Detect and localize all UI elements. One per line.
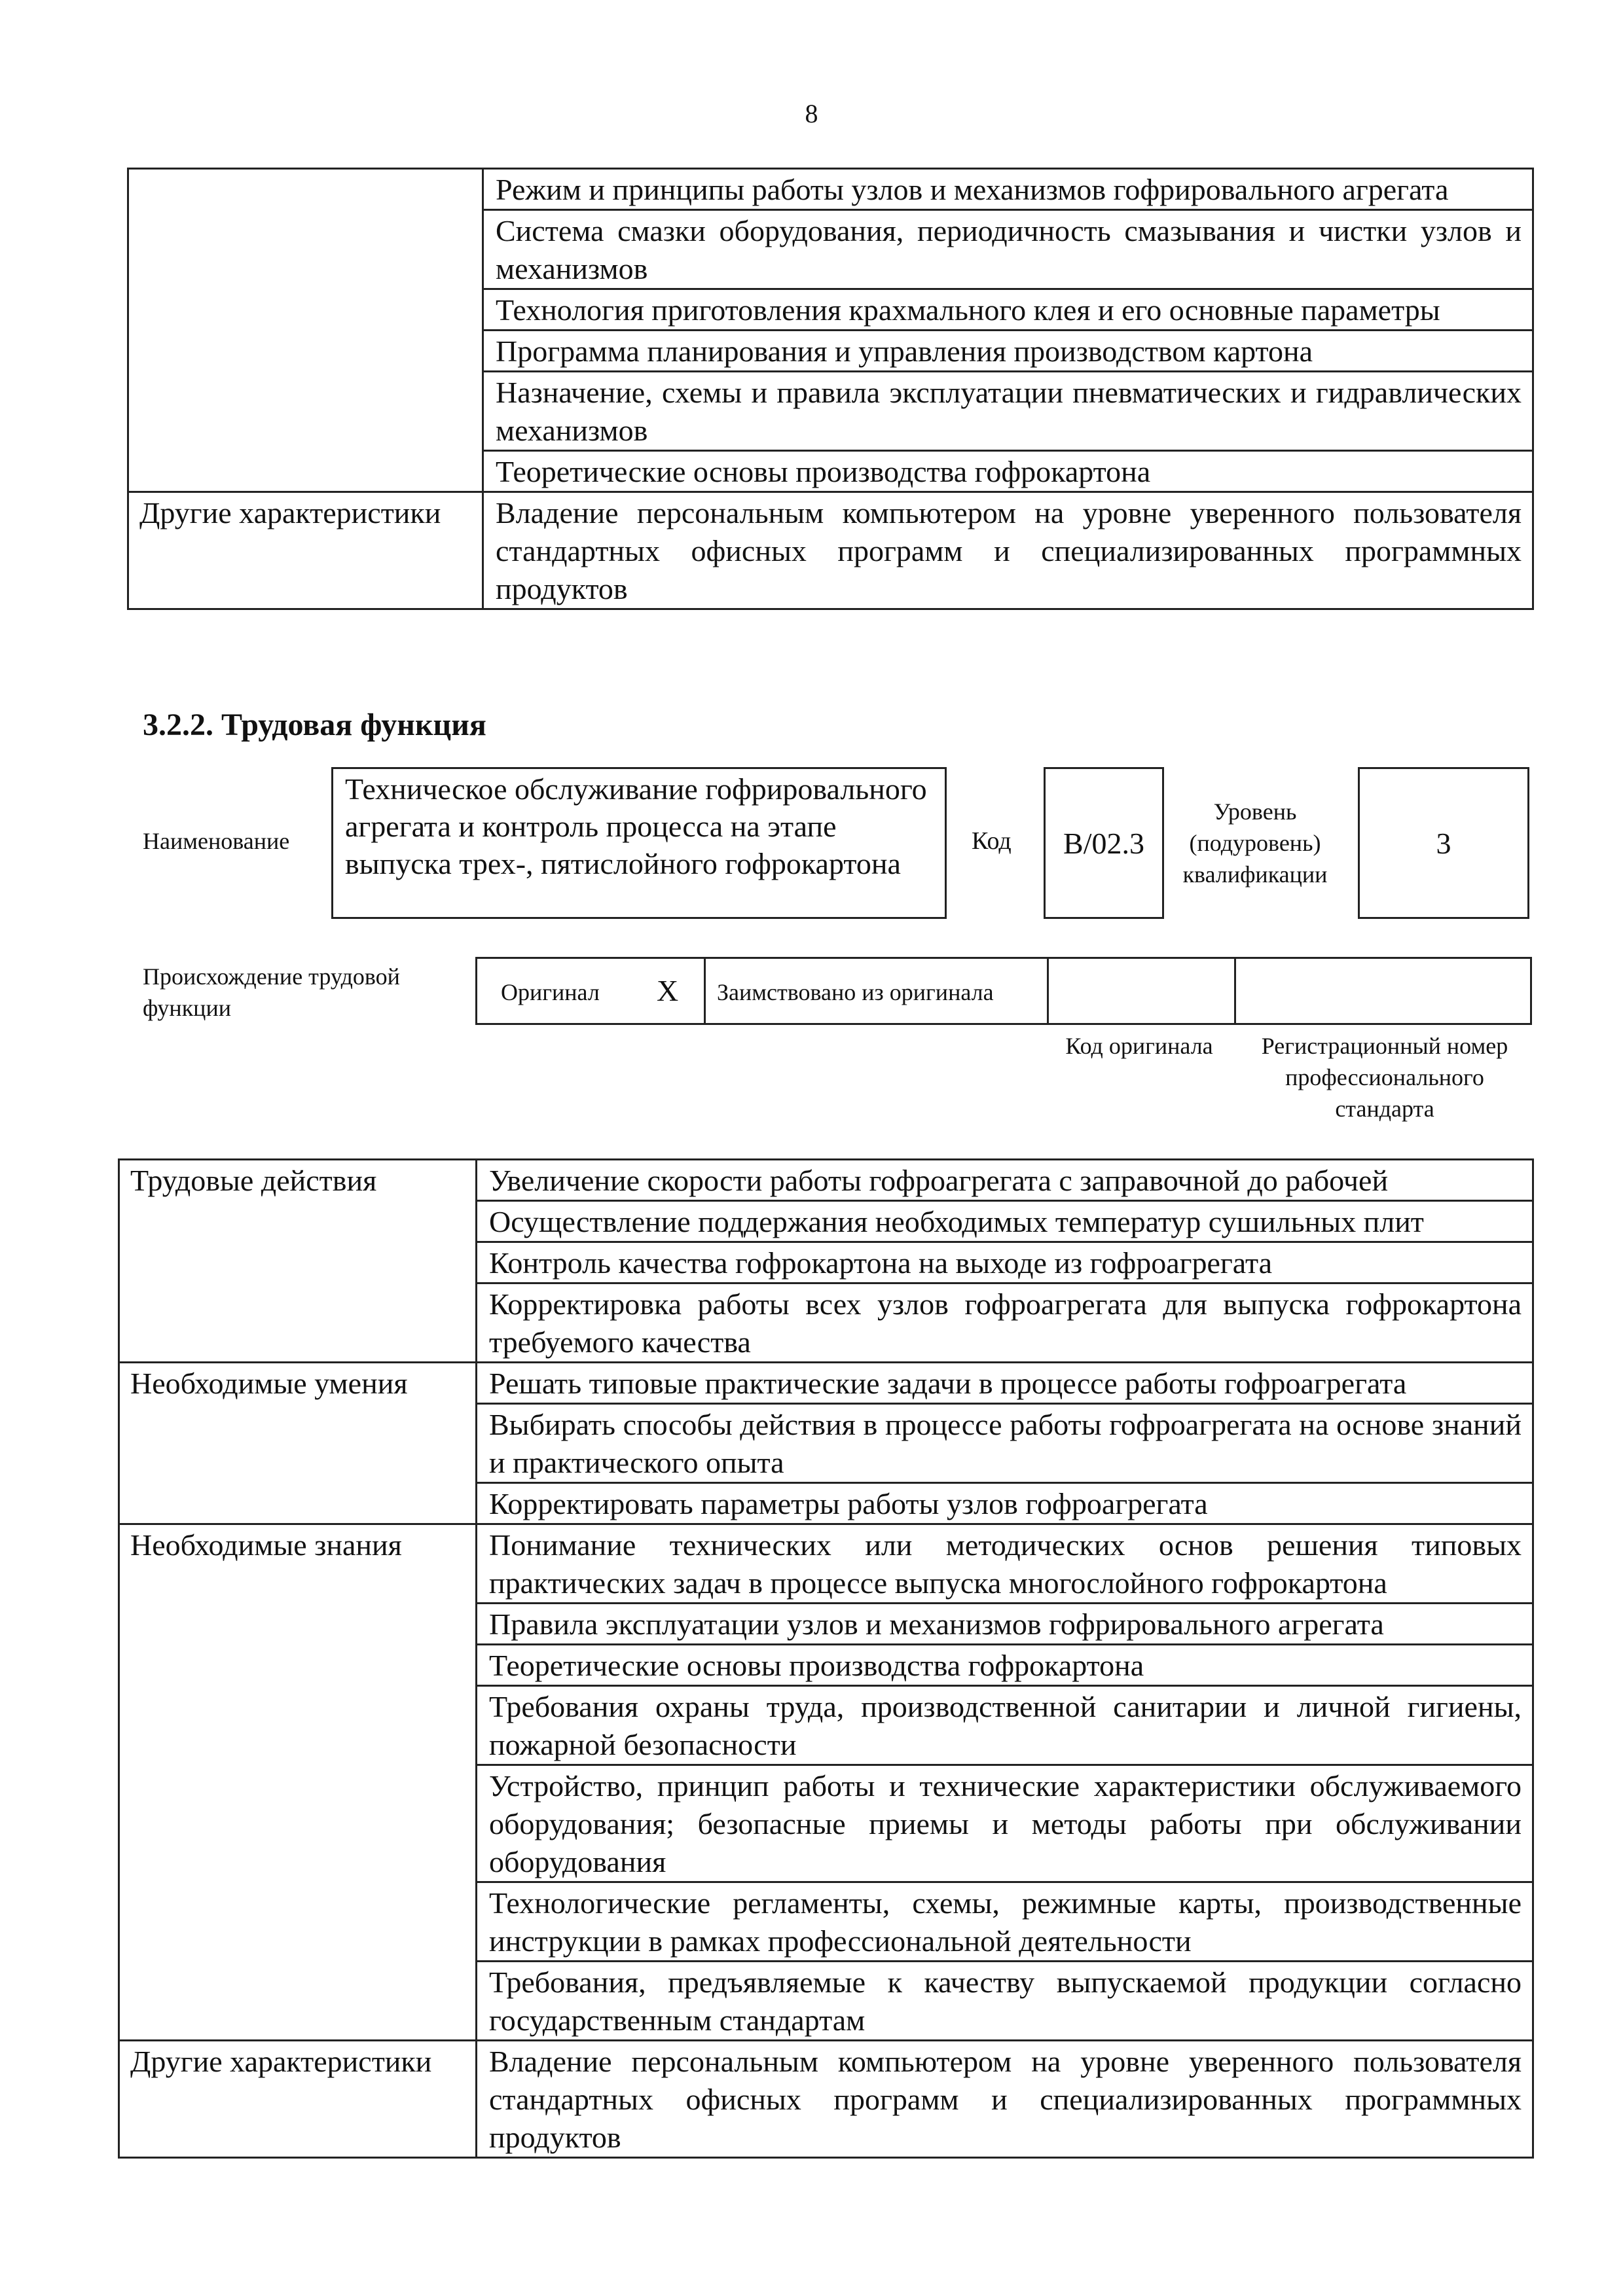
row-item: Требования охраны труда, производственной санитарии и личной гигиены, пожарной безопасности: [477, 1686, 1533, 1765]
borrowed-label: Заимствовано из оригинала: [717, 979, 994, 1005]
original-label: Оригинал: [501, 979, 600, 1005]
row-label: Необходимые знания: [119, 1524, 477, 2041]
row-label: Необходимые умения: [119, 1363, 477, 1524]
row-item: Увеличение скорости работы гофроагрегата с заправочной до рабочей: [477, 1160, 1533, 1201]
row-label: [128, 169, 483, 492]
page-number: 8: [805, 99, 818, 128]
row-item: Понимание технических или методических основ решения типовых практических задач в процессе выпуска многослойного гофрокартона: [477, 1524, 1533, 1604]
reg-number-caption: Регистрационный номер профессионального стандарта: [1261, 1033, 1508, 1122]
function-code-box: [1044, 767, 1164, 919]
code-label: Код: [972, 827, 1012, 855]
origin-divider-2: [1047, 959, 1049, 1024]
row-item: Режим и принципы работы узлов и механизмов гофрировального агрегата: [483, 169, 1533, 210]
table-row: [128, 169, 1533, 210]
table-row: [119, 1524, 1533, 1604]
table-row: [119, 2041, 1533, 2158]
row-item: Система смазки оборудования, периодичность смазывания и чистки узлов и механизмов: [483, 210, 1533, 289]
table-row: [119, 1160, 1533, 1201]
row-item: Контроль качества гофрокартона на выходе из гофроагрегата: [477, 1242, 1533, 1283]
row-label: Трудовые действия: [119, 1160, 477, 1363]
row-item: Осуществление поддержания необходимых температур сушильных плит: [477, 1201, 1533, 1242]
table-row: [119, 1363, 1533, 1404]
level-value: 3: [1436, 826, 1451, 860]
row-item: Выбирать способы действия в процессе работы гофроагрегата на основе знаний и практического опыта: [477, 1404, 1533, 1483]
row-item: Владение персональным компьютером на уровне уверенного пользователя стандартных офисных программ и специализированных программных продуктов: [483, 492, 1533, 609]
origin-divider-3: [1234, 959, 1236, 1024]
row-label: Другие характеристики: [128, 492, 483, 609]
table-row: [128, 492, 1533, 609]
row-label: Другие характеристики: [119, 2041, 477, 2158]
row-item: Корректировка работы всех узлов гофроагрегата для выпуска гофрокартона требуемого качества: [477, 1283, 1533, 1363]
labor-function-table: [118, 1158, 1534, 2159]
row-item: Решать типовые практические задачи в процессе работы гофроагрегата: [477, 1363, 1533, 1404]
function-name-box: [331, 767, 947, 919]
name-label: Наименование: [143, 828, 290, 854]
origin-box: [475, 957, 1532, 1025]
original-mark: X: [657, 974, 679, 1007]
level-value-box: [1358, 767, 1529, 919]
row-item: Правила эксплуатации узлов и механизмов гофрировального агрегата: [477, 1604, 1533, 1645]
origin-divider-1: [704, 959, 706, 1024]
function-code: B/02.3: [1063, 826, 1144, 860]
level-label: Уровень (подуровень) квалификации: [1182, 798, 1328, 888]
row-item: Требования, предъявляемые к качеству выпускаемой продукции согласно государственным стандартам: [477, 1962, 1533, 2041]
row-item: Владение персональным компьютером на уровне уверенного пользователя стандартных офисных программ и специализированных программных продуктов: [477, 2041, 1533, 2158]
row-item: Технология приготовления крахмального клея и его основные параметры: [483, 289, 1533, 331]
row-item: Устройство, принцип работы и технические характеристики обслуживаемого оборудования; безопасные приемы и методы работы при обслуживании оборудования: [477, 1765, 1533, 1882]
code-original-caption: Код оригинала: [1065, 1033, 1213, 1059]
row-item: Технологические регламенты, схемы, режимные карты, производственные инструкции в рамках профессиональной деятельности: [477, 1882, 1533, 1962]
row-item: Теоретические основы производства гофрокартона: [483, 451, 1533, 492]
function-name: Техническое обслуживание гофрировального агрегата и контроль процесса на этапе выпуска трех-, пятислойного гофрокартона: [345, 772, 927, 880]
row-item: Корректировать параметры работы узлов гофроагрегата: [477, 1483, 1533, 1524]
continued-requirements-table: [127, 168, 1534, 610]
row-item: Программа планирования и управления производством картона: [483, 331, 1533, 372]
row-item: Теоретические основы производства гофрокартона: [477, 1645, 1533, 1686]
origin-label: Происхождение трудовой функции: [143, 963, 400, 1021]
section-title: 3.2.2. Трудовая функция: [143, 708, 486, 742]
row-item: Назначение, схемы и правила эксплуатации пневматических и гидравлических механизмов: [483, 372, 1533, 451]
